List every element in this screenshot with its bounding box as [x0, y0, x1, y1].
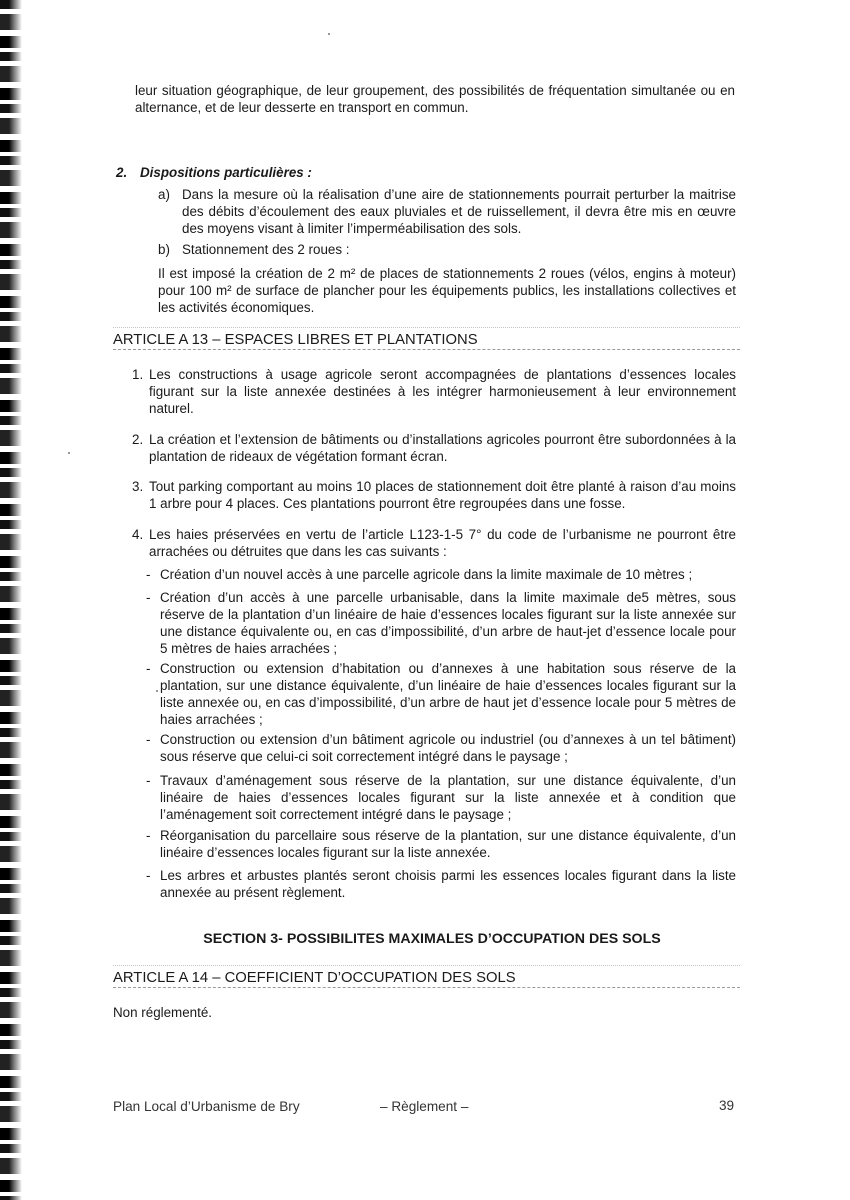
bullet-dash: - — [146, 773, 151, 788]
hedge-exception-bullet — [146, 867, 736, 901]
article-13-title: ARTICLE A 13 – ESPACES LIBRES ET PLANTATIONS — [113, 332, 478, 348]
sub-item-a-label: a) — [158, 187, 170, 202]
item-text: La création et l’extension de bâtiments ou d’installations agricoles pourront être subordonnées à la plantation de rideaux de végétation formant écran. — [149, 432, 736, 464]
bullet-text: Construction ou extension d’un bâtiment agricole ou industriel (ou d’annexes à un tel bâtiment) sous réserve que celui-ci soit correctement intégré dans le paysage ; — [160, 732, 736, 764]
bullet-text: Création d’un accès à une parcelle urbanisable, dans la limite maximale de5 mètres, sous réserve de la plantation d’un linéaire de haie d’essences locales figurant sur la liste annexée sur une distance équivalente ou, en cas d’impossibilité, d’un arbre de haut-jet d’essence locale pour 5 mètres de haies arrachées ; — [160, 590, 736, 656]
hedge-exception-bullet — [146, 827, 736, 861]
heading-dotted-rule — [113, 965, 740, 966]
hedge-exception-bullet — [146, 589, 736, 657]
bullet-dash: - — [146, 732, 151, 747]
footer-document-title: Plan Local d’Urbanisme de Bry — [113, 1099, 300, 1114]
heading-dotted-rule — [113, 327, 740, 328]
intro-paragraph: leur situation géographique, de leur groupement, des possibilités de fréquentation simultanée ou en alternance, et de leur desserte en transport en commun. — [135, 83, 735, 115]
bullet-text: Travaux d’aménagement sous réserve de la plantation, sur une distance équivalente, d’un linéaire de haies d’essences locales figurant sur la liste annexée et à condition que l’aménagement soit correctement intégré dans le paysage ; — [160, 773, 736, 822]
dispositions-number: 2. — [116, 165, 128, 180]
article-13-item — [132, 526, 736, 560]
sub-item-b-label: b) — [158, 242, 170, 257]
sub-item-b — [158, 241, 736, 258]
dispositions-title: Dispositions particulières : — [140, 165, 312, 180]
article-14-text: Non réglementé. — [113, 1005, 212, 1020]
hedge-exception-bullet — [146, 731, 736, 765]
article-13-item — [132, 478, 736, 512]
article-13-item — [132, 431, 736, 465]
article-14-heading — [113, 969, 740, 987]
article-13-item — [132, 366, 736, 417]
bullet-dash: - — [146, 868, 151, 883]
hedge-exception-bullet — [146, 566, 736, 583]
page-number: 39 — [719, 1098, 735, 1113]
bullet-dash: - — [146, 661, 151, 676]
item-text: Les haies préservées en vertu de l’article L123-1-5 7° du code de l’urbanisme ne pourront être arrachées ou détruites que dans les cas suivants : — [149, 527, 736, 559]
bullet-text: Construction ou extension d’habitation ou d’annexes à une habitation sous réserve de la plantation, sur une distance équivalente, d’un linéaire de haie d’essences locales figurant sur la liste annexée ou, en cas d’impossibilité, d’un arbre de haut jet d’essence locale pour 5 mètres de haies arrachées ; — [160, 661, 736, 727]
bullet-dash: - — [146, 567, 151, 582]
item-number: 2. — [132, 432, 144, 447]
item-text: Tout parking comportant au moins 10 places de stationnement doit être planté à raison d’au moins 1 arbre pour 4 places. Ces plantations pourront être regroupées dans une fosse. — [149, 479, 736, 511]
hedge-exception-bullet — [146, 772, 736, 823]
sub-item-a — [158, 186, 736, 237]
bullet-dash: - — [146, 828, 151, 843]
bullet-text: Les arbres et arbustes plantés seront choisis parmi les essences locales figurant dans la liste annexée au présent règlement. — [160, 868, 736, 900]
scan-speck — [328, 33, 330, 35]
sub-item-a-text: Dans la mesure où la réalisation d’une aire de stationnements pourrait perturber la maitrise des débits d’écoulement des eaux pluviales et de ruissellement, il devra être mis en œuvre des moyens visant à limiter l’imperméabilisation des sols. — [182, 187, 736, 236]
item-number: 3. — [132, 479, 144, 494]
hedge-exception-bullet — [146, 660, 736, 728]
article-13-heading — [113, 331, 740, 349]
heading-underline — [113, 987, 740, 988]
section-3-title: SECTION 3- POSSIBILITES MAXIMALES D’OCCUPATION DES SOLS — [203, 931, 661, 947]
bullet-text: Création d’un nouvel accès à une parcelle agricole dans la limite maximale de 10 mètres ; — [160, 567, 693, 582]
item-number: 4. — [132, 527, 144, 542]
sub-item-b-text: Stationnement des 2 roues : — [182, 242, 350, 257]
two-wheel-parking-paragraph: Il est imposé la création de 2 m² de places de stationnements 2 roues (vélos, engins à moteur) pour 100 m² de surface de plancher pour les équipements publics, les installations collectives et les activités économiques. — [158, 266, 736, 315]
bullet-text: Réorganisation du parcellaire sous réserve de la plantation, sur une distance équivalente, d’un linéaire d’essences locales figurant sur la liste annexée. — [160, 828, 736, 860]
heading-underline — [113, 349, 740, 350]
scan-speck — [68, 452, 70, 454]
bullet-dash: - — [146, 590, 151, 605]
item-number: 1. — [132, 367, 144, 382]
dispositions-heading — [116, 164, 736, 181]
article-14-title: ARTICLE A 14 – COEFFICIENT D’OCCUPATION DES SOLS — [113, 970, 516, 986]
section-3-heading — [0, 931, 850, 948]
item-text: Les constructions à usage agricole seront accompagnées de plantations d’essences locales figurant sur la liste annexée destinées à les intégrer harmonieusement à leur environnement naturel. — [149, 367, 736, 416]
footer-section-label: – Règlement – — [380, 1099, 469, 1114]
